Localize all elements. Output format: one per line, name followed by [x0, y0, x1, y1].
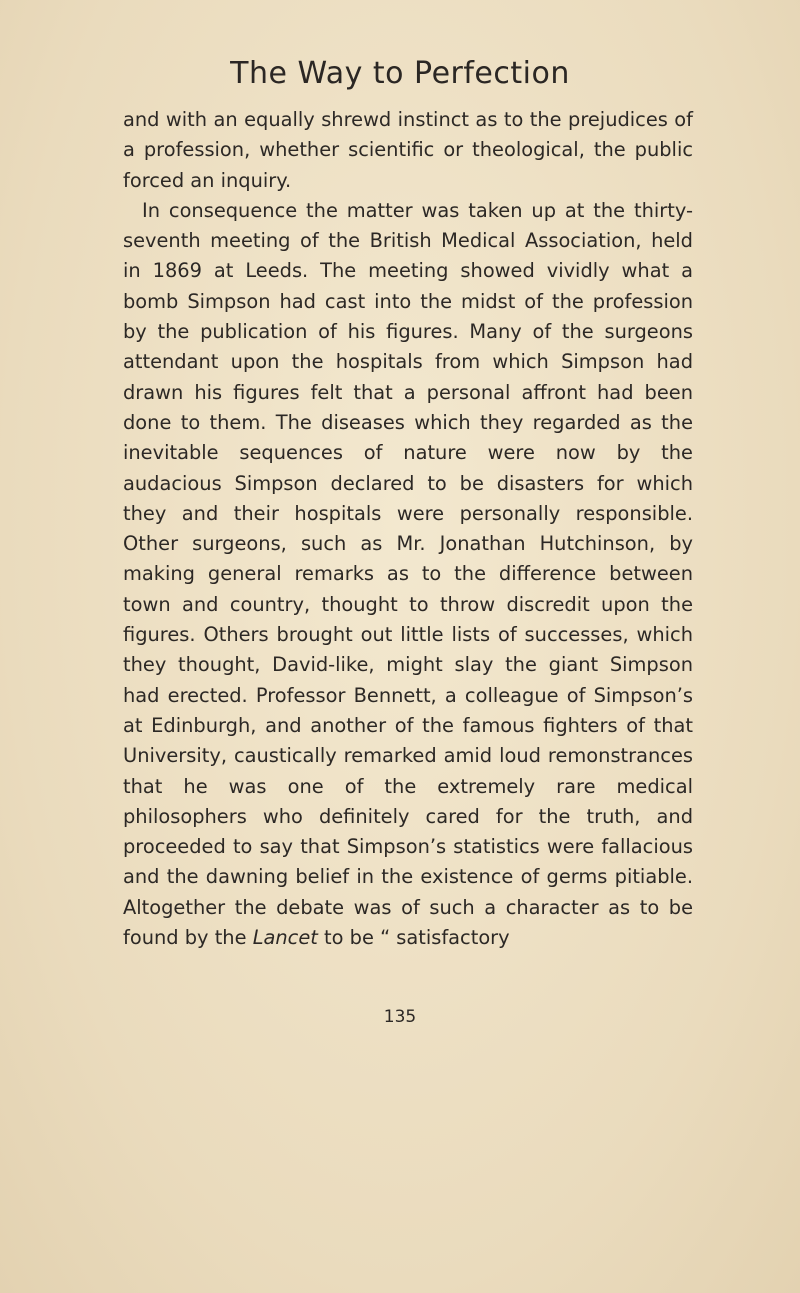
- page-number: 135: [383, 1007, 417, 1027]
- paragraph-2-tail: to be “ satisfactory: [324, 926, 510, 950]
- journal-name: Lancet: [252, 926, 318, 950]
- body-text: [123, 105, 693, 953]
- paragraph-1: and with an equally shrewd instinct as to the prejudices of a profession, whether scientific or theological, the public forced an inquiry.: [123, 108, 693, 192]
- paragraph-2: [123, 196, 693, 953]
- paragraph-2-text: In consequence the matter was taken up at the thirty-seventh meeting of the British Medical Association, held in 1869 at Leeds. The meeting showed vividly what a bomb Simpson had cast into the midst of the profession by the publication of his figures. Many of the surgeons attendant upon the hospitals from which Simpson had drawn his figures felt that a personal affront had been done to them. The diseases which they regarded as the inevitable sequences of nature were now by the audacious Simpson declared to be disasters for which they and their hospitals were personally responsible. Other surgeons, such as Mr. Jonathan Hutchinson, by making general remarks as to the difference between town and country, thought to throw discredit upon the figures. Others brought out little lists of successes, which they thought, David-like, might slay the giant Simpson had erected. Professor Bennett, a colleague of Simpson’s at Edinburgh, and another of the famous fighters of that University, caustically remarked amid loud remonstrances that he was one of the extremely rare medical philosophers who definitely cared for the truth, and proceeded to say that Simpson’s statistics were fallacious and the dawning belief in the existence of germs pitiable. Altogether the debate was of such a character as to be found by the: [123, 198, 693, 950]
- running-title: The Way to Perfection: [230, 56, 570, 91]
